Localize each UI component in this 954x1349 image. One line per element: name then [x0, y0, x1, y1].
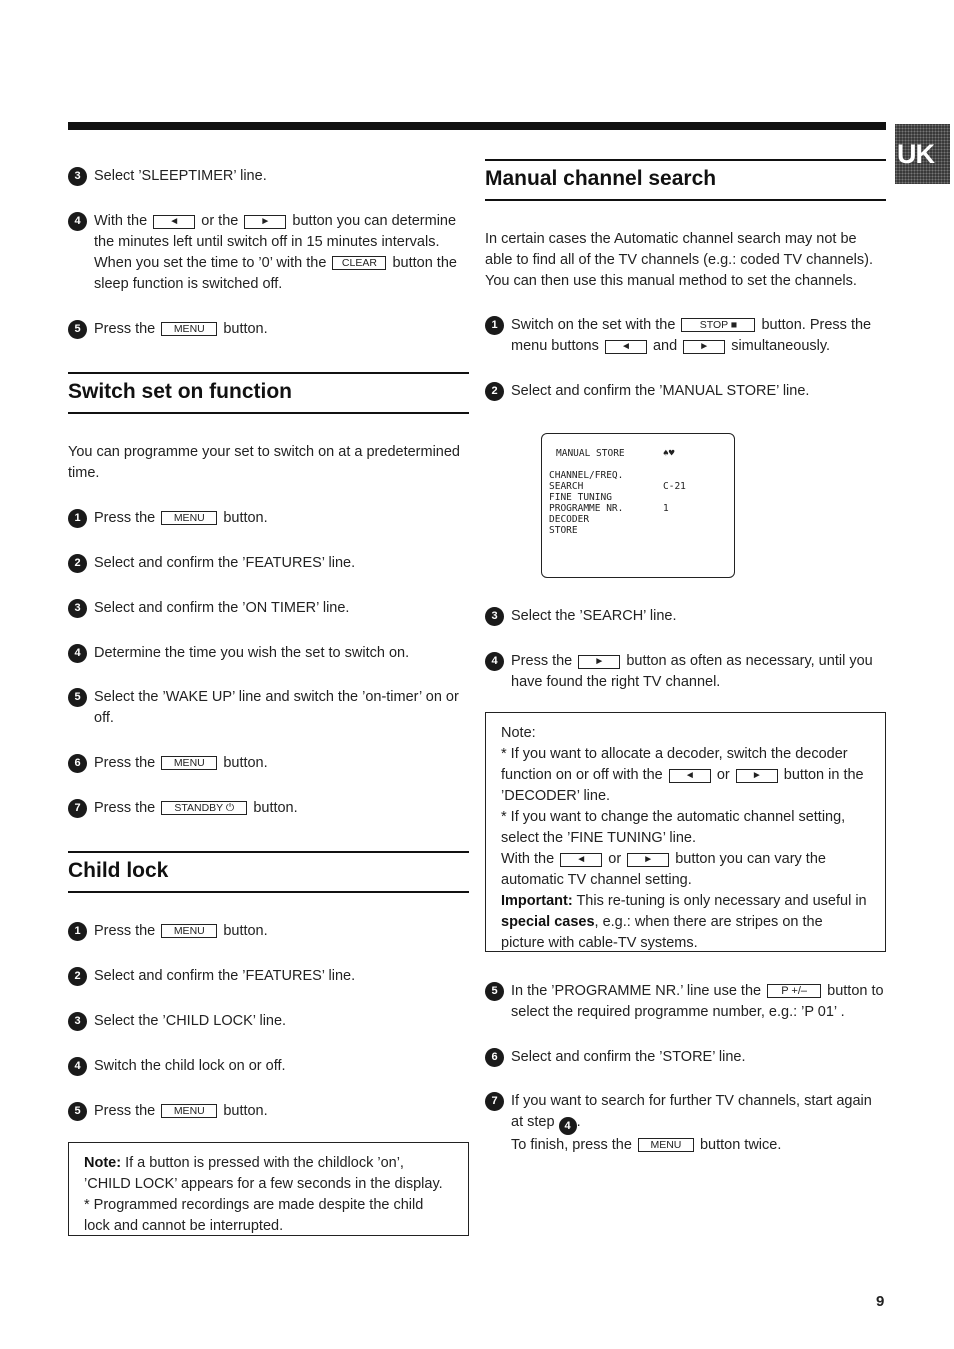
right-arrow-button: ►: [578, 655, 620, 669]
step-text: Select and confirm the ’ON TIMER’ line.: [94, 600, 350, 616]
screen-row: STORE: [549, 525, 578, 536]
step-text: Press the STANDBY ⏻ button.: [94, 800, 298, 816]
step-text: Press the ► button as often as necessary, until you have found the right TV channel.: [511, 653, 873, 690]
step-number: 3: [68, 599, 87, 618]
step-number: 2: [68, 967, 87, 986]
child-lock-step-3: [68, 1011, 468, 1032]
screen-title-icons: ♠♥: [663, 448, 675, 459]
step-text: Select the ’SEARCH’ line.: [511, 608, 677, 624]
manual-step-7: [485, 1091, 886, 1156]
top-rule: [68, 122, 886, 130]
step-text: Select and confirm the ’FEATURES’ line.: [94, 555, 356, 571]
sleep-step-4: [68, 211, 468, 295]
sleep-step-3: [68, 166, 468, 187]
standby-button: STANDBY ⏻: [161, 801, 247, 815]
screen-row: FINE TUNING: [549, 492, 612, 503]
manual-store-screen: [541, 433, 735, 578]
step-number: 4: [485, 652, 504, 671]
step-text: Press the MENU button.: [94, 923, 268, 939]
screen-row: PROGRAMME NR. 1: [549, 503, 669, 514]
step-text: Switch on the set with the STOP ■ button. Press the menu buttons ◄ and ► simultaneously.: [511, 317, 872, 354]
screen-title-row: MANUAL STORE ♠♥: [556, 448, 675, 459]
child-lock-note: Note: If a button is pressed with the childlock ’on’, ’CHILD LOCK’ appears for a few seconds in the display. * Programmed recordings are made despite the child lock and cannot be interrupted.: [68, 1142, 469, 1236]
step-text: Select ’SLEEPTIMER’ line.: [94, 168, 267, 184]
step-text: Press the MENU button.: [94, 1103, 268, 1119]
step-number: 5: [68, 1102, 87, 1121]
manual-step-6: [485, 1047, 886, 1068]
step-number: 1: [485, 316, 504, 335]
step-number: 1: [68, 922, 87, 941]
step-number: 3: [68, 1012, 87, 1031]
menu-button: MENU: [161, 756, 217, 770]
step-number: 7: [68, 799, 87, 818]
screen-row: CHANNEL/FREQ.: [549, 470, 624, 481]
language-tab: UK: [895, 124, 950, 184]
menu-button: MENU: [638, 1138, 694, 1152]
left-arrow-button: ◄: [153, 215, 195, 229]
menu-button: MENU: [161, 322, 217, 336]
step-number: 2: [485, 382, 504, 401]
manual-step-3: [485, 606, 886, 627]
step-text: Select and confirm the ’FEATURES’ line.: [94, 968, 356, 984]
manual-search-heading: Manual channel search: [485, 159, 886, 201]
right-arrow-button: ►: [627, 853, 669, 867]
switch-on-step-7: [68, 798, 468, 819]
left-arrow-button: ◄: [605, 340, 647, 354]
manual-step-4: [485, 651, 886, 693]
menu-button: MENU: [161, 924, 217, 938]
right-arrow-button: ►: [736, 769, 778, 783]
stop-button: STOP ■: [681, 318, 755, 332]
step-number: 5: [68, 688, 87, 707]
right-arrow-button: ►: [244, 215, 286, 229]
step-number: 7: [485, 1092, 504, 1111]
right-arrow-button: ►: [683, 340, 725, 354]
screen-row: DECODER: [549, 514, 590, 525]
screen-row: SEARCH C-21: [549, 481, 686, 492]
step-number: 5: [68, 320, 87, 339]
manual-step-2: [485, 381, 886, 402]
step-number: 6: [485, 1048, 504, 1067]
switch-on-intro: You can programme your set to switch on at a predetermined time.: [68, 444, 460, 481]
switch-on-step-3: [68, 598, 468, 619]
step-text: Press the MENU button.: [94, 510, 268, 526]
child-lock-step-2: [68, 966, 468, 987]
child-lock-heading: Child lock: [68, 851, 469, 893]
child-lock-step-1: [68, 921, 468, 942]
step-number: 5: [485, 982, 504, 1001]
step-text: Select and confirm the ’MANUAL STORE’ line.: [511, 383, 810, 399]
step-text: With the ◄ or the ► button you can determine the minutes left until switch off in 15 minutes intervals. When you set the time to ’0’ with the CLEAR button the sleep function is switched off.: [94, 213, 457, 292]
switch-on-step-2: [68, 553, 468, 574]
step-text: In the ’PROGRAMME NR.’ line use the P +/– button to select the required programme number, e.g.: ’P 01’ .: [511, 983, 884, 1020]
switch-on-step-4: [68, 643, 468, 664]
child-lock-step-4: [68, 1056, 468, 1077]
step-text: Switch the child lock on or off.: [94, 1058, 286, 1074]
child-lock-step-5: [68, 1101, 468, 1122]
switch-on-step-1: [68, 508, 468, 529]
switch-on-heading: Switch set on function: [68, 372, 469, 414]
step-text: Press the MENU button.: [94, 755, 268, 771]
manual-step-5: [485, 981, 886, 1023]
decoder-note: Note: * If you want to allocate a decoder, switch the decoder function on or off with the ◄ or ► button in the ’DECODER’ line. * If you want to change the automatic channel setting, select the ’FINE TUNING’ line. With the ◄ or ► button you can vary the automatic TV channel setting. Important: This re-tuning is only necessary and useful in special cases, e.g.: when there are stripes on the picture with cable-TV systems.: [485, 712, 886, 952]
step-text: Select and confirm the ’STORE’ line.: [511, 1049, 746, 1065]
left-arrow-button: ◄: [560, 853, 602, 867]
step-text: Press the MENU button.: [94, 321, 268, 337]
step-number: 2: [68, 554, 87, 573]
step-number: 4: [68, 1057, 87, 1076]
sleep-step-5: [68, 319, 468, 340]
step-number: 6: [68, 754, 87, 773]
menu-button: MENU: [161, 511, 217, 525]
programme-plus-minus-button: P +/–: [767, 984, 821, 998]
step-text: Select the ’CHILD LOCK’ line.: [94, 1013, 287, 1029]
step-reference: 4: [559, 1117, 577, 1135]
switch-on-step-5: [68, 687, 468, 729]
step-number: 4: [68, 644, 87, 663]
switch-on-step-6: [68, 753, 468, 774]
step-text: Select the ’WAKE UP’ line and switch the ’on-timer’ on or off.: [94, 689, 459, 726]
page-number: 9: [876, 1293, 885, 1310]
manual-search-intro: In certain cases the Automatic channel search may not be able to find all of the TV channels (e.g.: coded TV channels). You can then use this manual method to set the channels.: [485, 231, 873, 289]
step-text: Determine the time you wish the set to switch on.: [94, 645, 410, 661]
left-arrow-button: ◄: [669, 769, 711, 783]
step-number: 3: [68, 167, 87, 186]
step-text: If you want to search for further TV channels, start again at step 4 . To finish, press the MENU button twice.: [511, 1093, 872, 1153]
clear-button: CLEAR: [332, 256, 386, 270]
menu-button: MENU: [161, 1104, 217, 1118]
step-number: 1: [68, 509, 87, 528]
step-number: 3: [485, 607, 504, 626]
manual-step-1: [485, 315, 886, 357]
step-number: 4: [68, 212, 87, 231]
